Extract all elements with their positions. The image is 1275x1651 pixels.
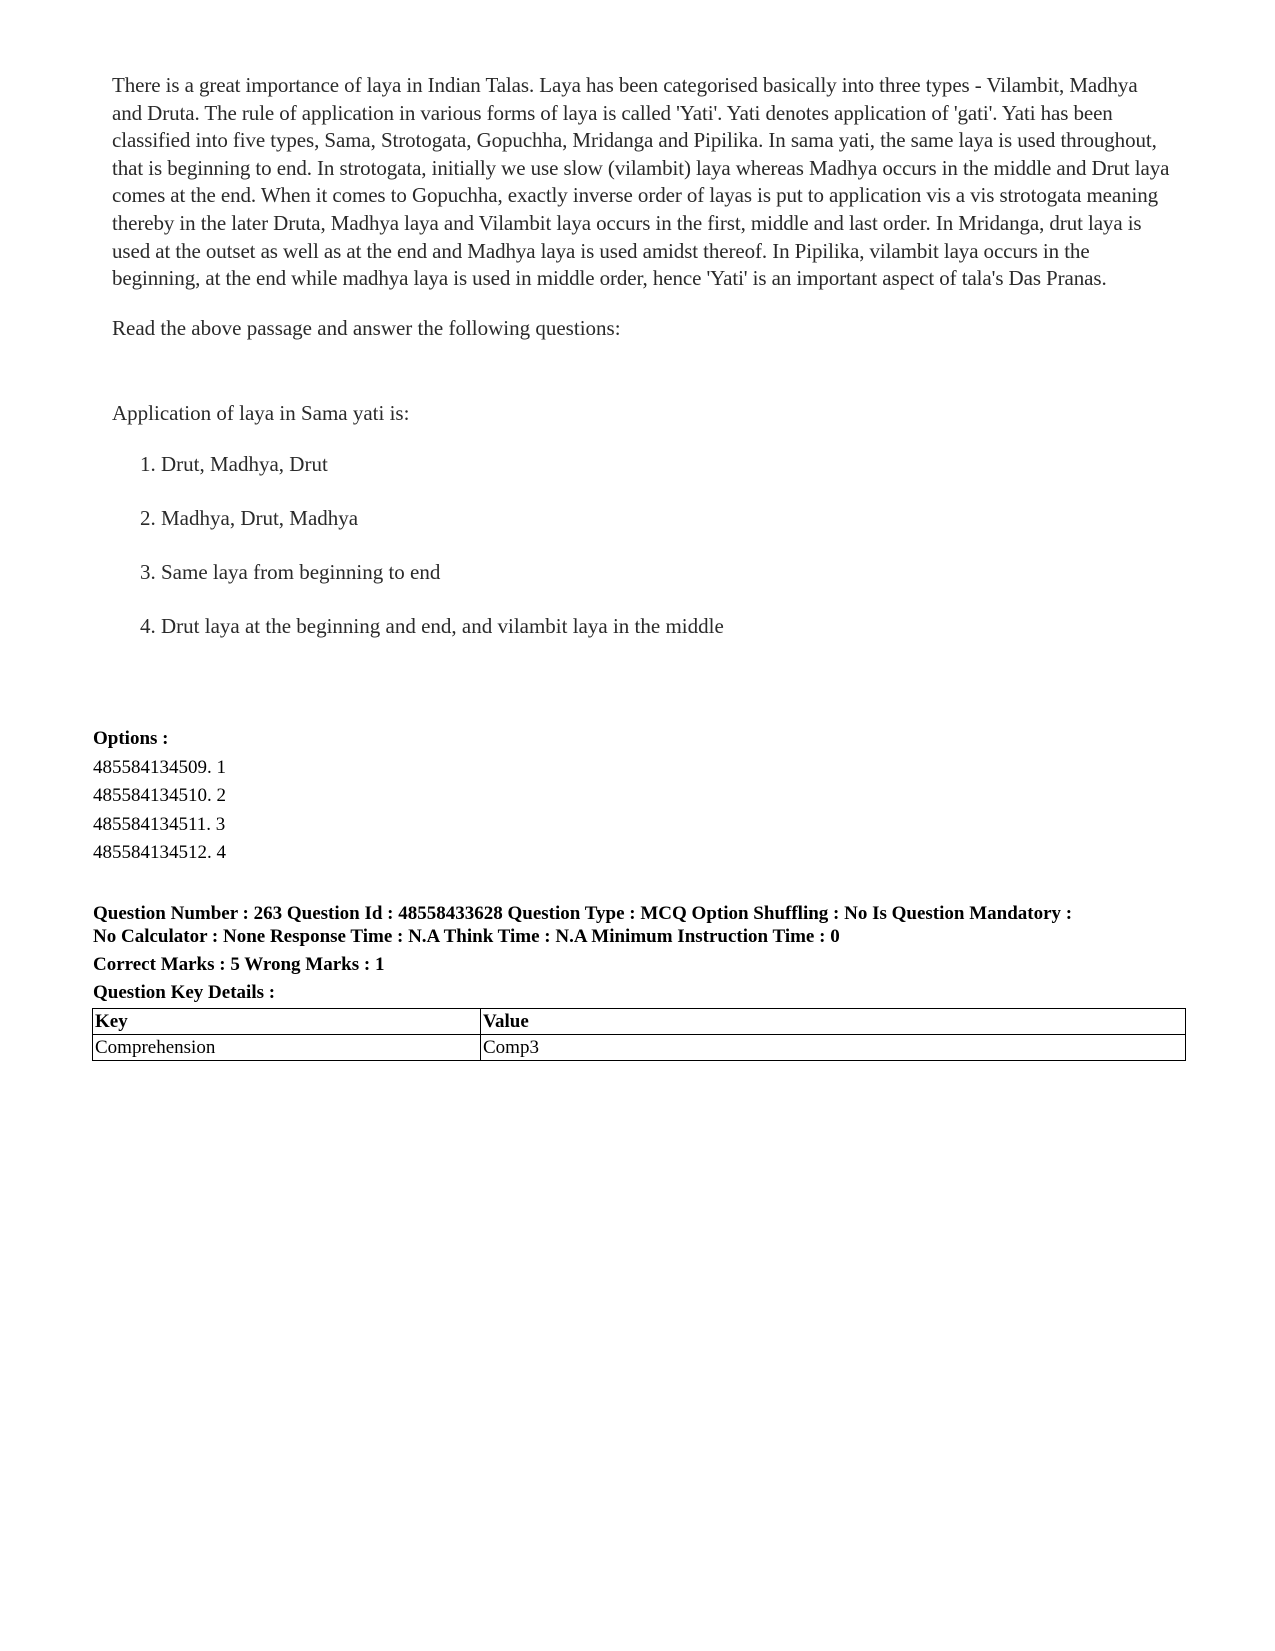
comprehension-passage: There is a great importance of laya in Indian Talas. Laya has been categorised basically into three types - Vilambit, Madhya and Druta. The rule of application in various forms of laya is called 'Yati'. Yati denotes application of 'gati'. Yati has been classified into five types, Sama, Strotogata, Gopuchha, Mridanga and Pipilika. In sama yati, the same laya is used throughout, that is beginning to end. In strotogata, initially we use slow (vilambit) laya whereas Madhya occurs in the middle and Drut laya comes at the end. When it comes to Gopuchha, exactly inverse order of layas is put to application vis a vis strotogata meaning thereby in the later Druta, Madhya laya and Vilambit laya occurs in the first, middle and last order. In Mridanga, drut laya is used at the outset as well as at the end and Madhya laya is used amidst thereof. In Pipilika, vilambit laya occurs in the beginning, at the end while madhya laya is used in middle order, hence 'Yati' is an important aspect of tala's Das Pranas. bbox=[112, 73, 1170, 291]
key-cell: Comprehension bbox=[93, 1035, 481, 1061]
option-item-4: 485584134512. 4 bbox=[93, 842, 226, 863]
question-meta-line-2: No Calculator : None Response Time : N.A Think Time : N.A Minimum Instruction Time : 0 bbox=[93, 926, 840, 947]
scanned-question-image bbox=[112, 72, 1172, 667]
answer-choice-list bbox=[112, 451, 1172, 640]
answer-choice-2: 2. Madhya, Drut, Madhya bbox=[140, 505, 359, 530]
marks-line: Correct Marks : 5 Wrong Marks : 1 bbox=[93, 954, 385, 975]
option-item-1: 485584134509. 1 bbox=[93, 756, 226, 778]
answer-choice-3: 3. Same laya from beginning to end bbox=[140, 559, 441, 584]
table-row bbox=[93, 1035, 1186, 1061]
key-header: Key bbox=[93, 1009, 481, 1035]
option-item-3: 485584134511. 3 bbox=[93, 813, 226, 835]
key-details-label: Question Key Details : bbox=[93, 982, 276, 1003]
value-cell: Comp3 bbox=[481, 1035, 1186, 1061]
question-meta-line-1: Question Number : 263 Question Id : 48558433628 Question Type : MCQ Option Shuffling : No Is Question Mandatory : bbox=[93, 903, 1073, 924]
key-table-header-row bbox=[93, 1009, 1186, 1035]
option-item-2: 485584134510. 2 bbox=[93, 785, 226, 806]
key-details-table bbox=[92, 1008, 1186, 1061]
passage-instruction: Read the above passage and answer the following questions: bbox=[112, 315, 621, 340]
question-metadata bbox=[93, 902, 1193, 1004]
value-header: Value bbox=[481, 1009, 1186, 1035]
answer-choice-4: 4. Drut laya at the beginning and end, and vilambit laya in the middle bbox=[140, 613, 724, 638]
options-section bbox=[93, 725, 226, 868]
answer-choice-1: 1. Drut, Madhya, Drut bbox=[140, 451, 328, 476]
options-heading: Options : bbox=[93, 728, 169, 749]
question-stem: Application of laya in Sama yati is: bbox=[112, 400, 410, 425]
